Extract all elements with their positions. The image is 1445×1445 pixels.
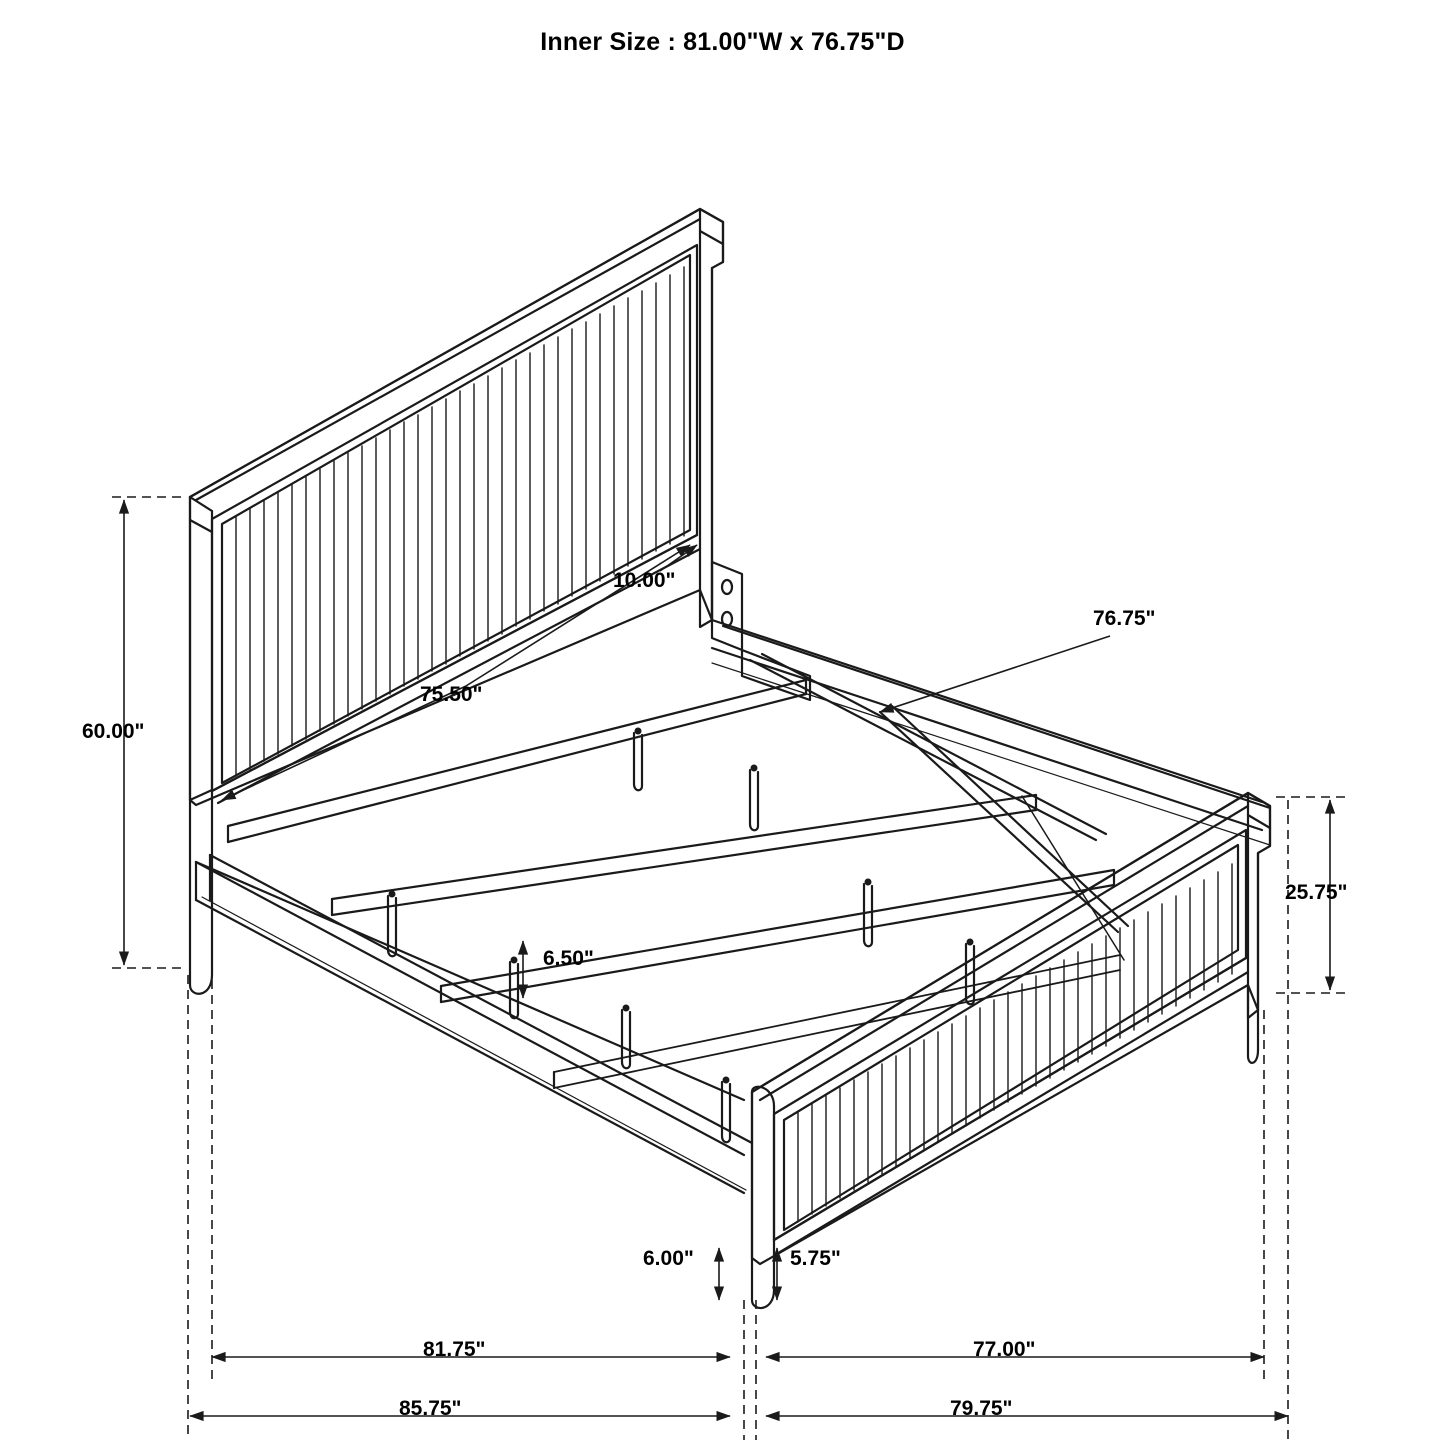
dimension-slat-height: 6.50" bbox=[543, 947, 594, 970]
dimension-overall-left-upper: 81.75" bbox=[423, 1338, 486, 1361]
dimension-foot-clearance-left: 6.00" bbox=[643, 1247, 694, 1270]
dimension-headboard-to-rail: 10.00" bbox=[613, 569, 676, 592]
dimension-foot-clearance-right: 5.75" bbox=[790, 1247, 841, 1270]
dimension-overall-right-lower: 79.75" bbox=[950, 1397, 1013, 1420]
dimension-overall-right-upper: 77.00" bbox=[973, 1338, 1036, 1361]
dimension-inner-depth: 76.75" bbox=[1093, 607, 1156, 630]
dimension-headboard-height: 60.00" bbox=[82, 720, 145, 743]
dimension-overall-left-lower: 85.75" bbox=[399, 1397, 462, 1420]
dimension-inner-width-rail: 75.50" bbox=[420, 683, 483, 706]
page-title: Inner Size : 81.00"W x 76.75"D bbox=[540, 28, 905, 56]
dimension-footboard-height: 25.75" bbox=[1285, 881, 1348, 904]
